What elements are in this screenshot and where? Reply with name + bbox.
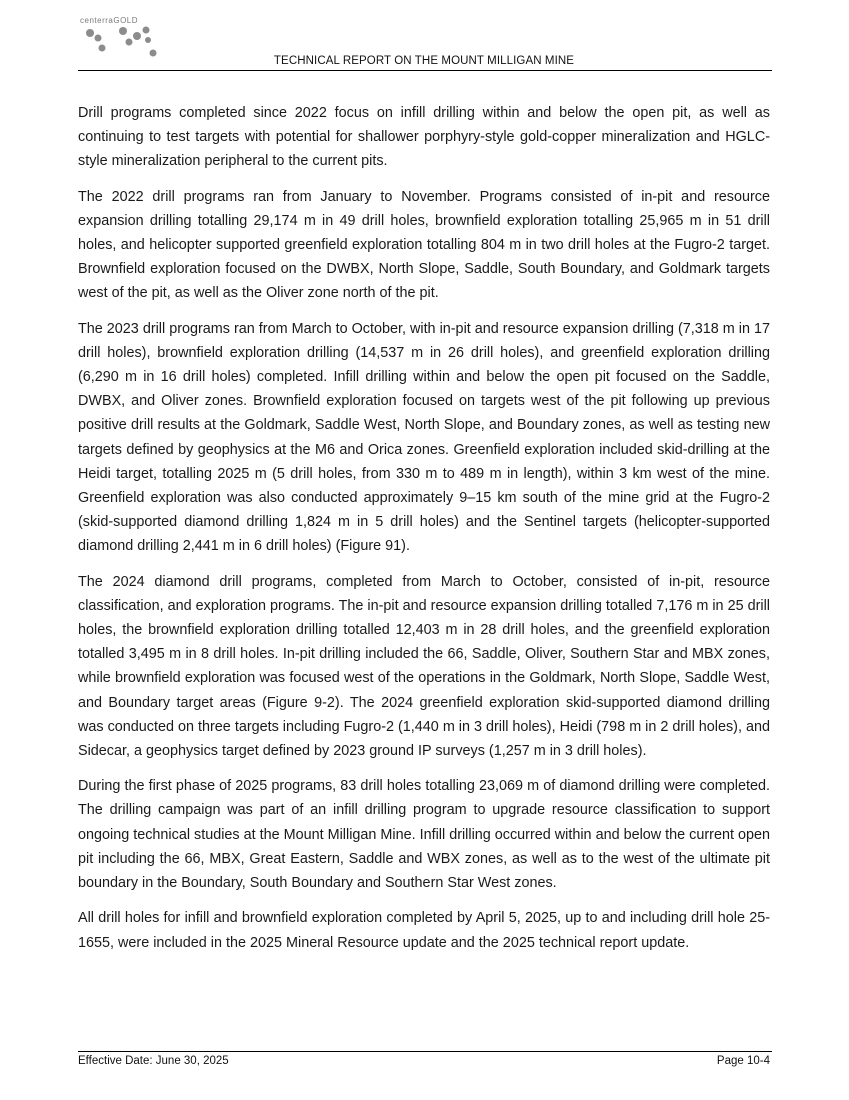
logo-wordmark: centerraGOLD: [80, 16, 139, 25]
paragraph: The 2022 drill programs ran from January to November. Programs consisted of in-pit and resource expansion drilling totalling 29,174 m in 49 drill holes, brownfield exploration totalling 25,965 m in 51 drill holes, and helicopter supported greenfield exploration totalling 804 m in two drill holes at the Fugro-2 target. Brownfield exploration focused on the DWBX, North Slope, Saddle, South Boundary, and Goldmark targets west of the pit, as well as the Oliver zone north of the pit.: [78, 188, 770, 302]
footer-divider: [78, 1051, 772, 1052]
header-divider: [78, 70, 772, 71]
paragraph: Drill programs completed since 2022 focus on infill drilling within and below the open pit, as well as continuing to test targets with potential for shallower porphyry-style gold-copper mineralization and HGLC-style mineralization peripheral to the current pits.: [78, 105, 770, 170]
paragraph: The 2023 drill programs ran from March to October, with in-pit and resource expansion drilling (7,318 m in 17 drill holes), brownfield exploration drilling (14,537 m in 26 drill holes), and greenfield exploration drilling (6,290 m in 16 drill holes) completed. Infill drilling within and below the open pit focused on the Saddle, DWBX, and Oliver zones. Brownfield exploration focused on targets west of the pit following up previous positive drill results at the Goldmark, Saddle West, North Slope, and Boundary zones, as well as testing new targets defined by geophysics at the M6 and Orica zones. Greenfield exploration included skid-drilling at the Heidi target, totalling 2025 m (5 drill holes, from 330 m to 489 m in length), within 3 km west of the mine. Greenfield exploration was also conducted approximately 9–15 km south of the mine grid at the Fugro-2 (skid-supported diamond drilling 1,824 m in 5 drill holes) and the Sentinel targets (helicopter-supported diamond drilling 2,441 m in 6 drill holes) (Figure 91).: [78, 320, 770, 555]
page-number: Page 10-4: [716, 1055, 770, 1067]
effective-date: Effective Date: June 30, 2025: [78, 1055, 229, 1067]
paragraph: All drill holes for infill and brownfield exploration completed by April 5, 2025, up to and including drill hole 25-1655, were included in the 2025 Mineral Resource update and the 2025 technical report update.: [78, 910, 770, 951]
body-text: [78, 101, 770, 966]
paragraph: The 2024 diamond drill programs, completed from March to October, consisted of in-pit, resource classification, and exploration programs. The in-pit and resource expansion drilling totalled 7,176 m in 25 drill holes, the brownfield exploration drilling totalled 12,403 m in 28 drill holes, and the greenfield exploration totalled 3,495 m in 8 drill holes. In-pit drilling included the 66, Saddle, Oliver, Southern Star and MBX zones, while brownfield exploration was focused west of the operations in the Goldmark, North Slope, Saddle West, and Boundary target areas (Figure 9-2). The 2024 greenfield exploration skid-supported diamond drilling was conducted on three targets including Fugro-2 (1,440 m in 3 drill holes), Heidi (798 m in 2 drill holes), and Sidecar, a geophysics target defined by 2023 ground IP surveys (1,257 m in 3 drill holes).: [78, 573, 770, 760]
paragraph: During the first phase of 2025 programs, 83 drill holes totalling 23,069 m of diamond drilling were completed. The drilling campaign was part of an infill drilling program to upgrade resource classification to support ongoing technical studies at the Mount Milligan Mine. Infill drilling occurred within and below the current open pit including the 66, MBX, Great Eastern, Saddle and WBX zones, as well as to the west of the ultimate pit boundary in the Boundary, South Boundary and Southern Star West zones.: [78, 778, 770, 892]
report-title: TECHNICAL REPORT ON THE MOUNT MILLIGAN MINE: [273, 55, 575, 67]
